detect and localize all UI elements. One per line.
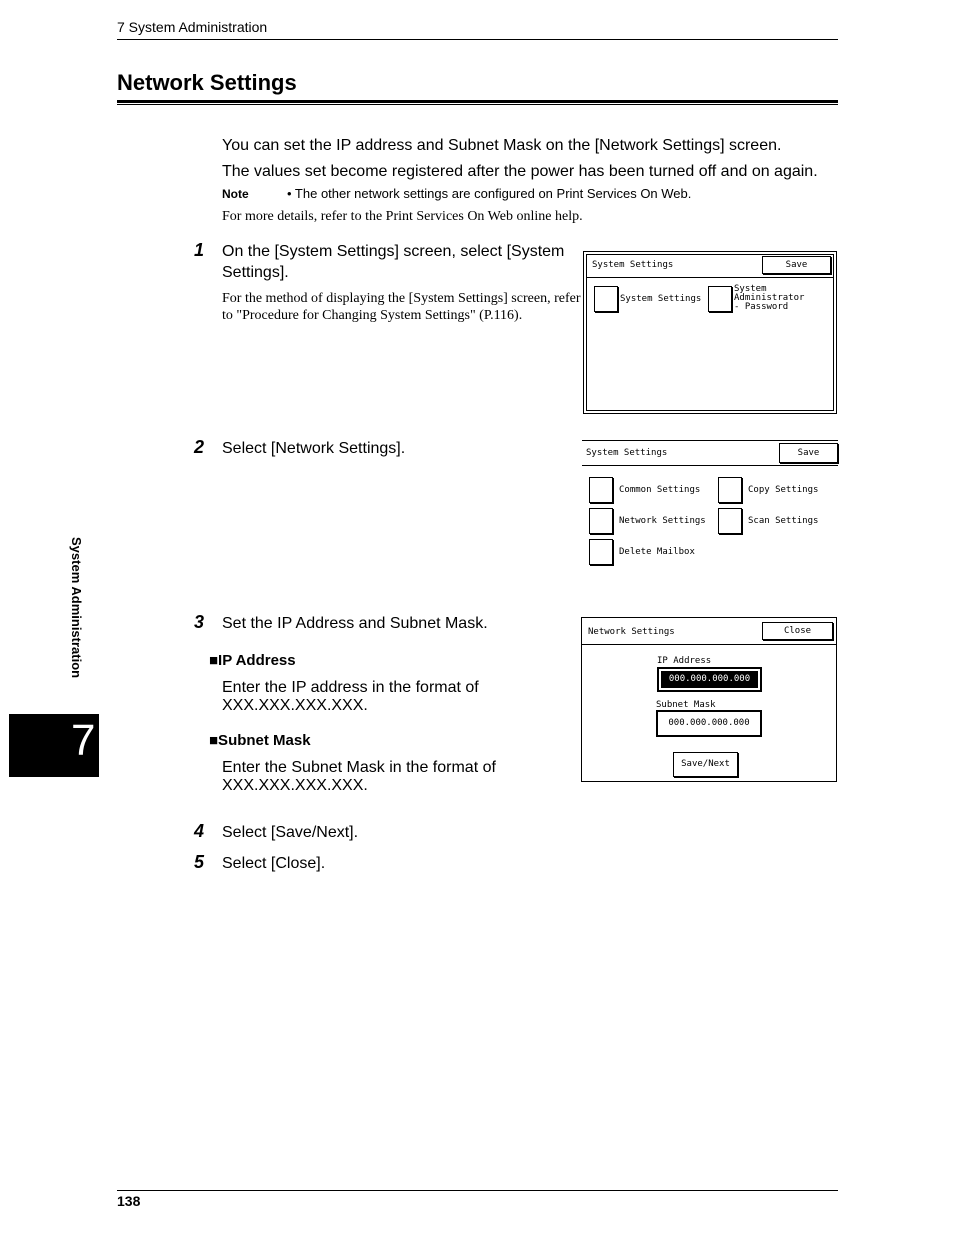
close-button[interactable]: Close xyxy=(762,622,833,640)
running-header: 7 System Administration xyxy=(117,19,268,35)
subnet-mask-label: Subnet Mask xyxy=(656,700,716,710)
system-settings-menu-image xyxy=(582,440,838,570)
system-administrator-password-button[interactable] xyxy=(708,286,732,312)
subsection-heading: ■IP Address xyxy=(209,652,296,669)
step-detail: For the method of displaying the [System Settings] screen, refer to "Procedure for Changing System Settings" (P.116). xyxy=(222,291,581,323)
step-number: 3 xyxy=(194,612,205,632)
step-text: Select [Close]. xyxy=(222,855,326,872)
step-text: Set the IP Address and Subnet Mask. xyxy=(222,615,488,632)
step-text: Select [Save/Next]. xyxy=(222,824,359,841)
screen-title: System Settings xyxy=(592,260,674,270)
common-settings-button[interactable] xyxy=(589,477,613,503)
button-label-line: - Password xyxy=(734,302,789,312)
footer-rule xyxy=(117,1190,838,1191)
scan-settings-button[interactable] xyxy=(718,508,742,534)
network-settings-button[interactable] xyxy=(589,508,613,534)
title-rule xyxy=(117,100,838,103)
note-bullet: • The other network settings are configured on Print Services On Web. xyxy=(287,186,692,201)
button-label: Common Settings xyxy=(619,485,701,495)
screen-title: System Settings xyxy=(586,448,668,458)
step-number: 1 xyxy=(194,240,205,260)
header-rule xyxy=(117,39,838,40)
chapter-number: 7 xyxy=(71,716,96,765)
title-rule-thin xyxy=(117,104,838,105)
side-tab xyxy=(54,537,94,707)
chapter-tab xyxy=(9,714,99,777)
button-label: Delete Mailbox xyxy=(619,547,695,557)
subnet-mask-field[interactable]: 000.000.000.000 xyxy=(657,711,761,736)
intro-line-1: You can set the IP address and Subnet Mask on the [Network Settings] screen. xyxy=(222,137,782,154)
system-settings-button[interactable] xyxy=(594,286,618,312)
side-tab-label: System Administration xyxy=(69,537,84,679)
note-extra: For more details, refer to the Print Services On Web online help. xyxy=(222,209,583,224)
button-label-line: Administrator xyxy=(734,293,805,303)
step-text: Select [Network Settings]. xyxy=(222,440,406,457)
step-number: 4 xyxy=(194,821,205,841)
ip-address-label: IP Address xyxy=(657,656,712,666)
subsection-text: Enter the Subnet Mask in the format of XXX.XXX.XXX.XXX. xyxy=(222,759,496,794)
save-next-button[interactable]: Save/Next xyxy=(673,752,738,777)
step-number: 5 xyxy=(194,852,205,872)
save-button[interactable]: Save xyxy=(762,256,831,274)
ip-address-field[interactable]: 000.000.000.000 xyxy=(657,667,762,692)
button-label: Copy Settings xyxy=(748,485,819,495)
copy-settings-button[interactable] xyxy=(718,477,742,503)
network-settings-screen-image xyxy=(581,617,837,782)
subsection-heading: ■Subnet Mask xyxy=(209,732,311,749)
button-label: Scan Settings xyxy=(748,516,819,526)
button-label: System Settings xyxy=(620,294,702,304)
page-title: Network Settings xyxy=(117,70,297,95)
note-label: Note xyxy=(222,187,249,201)
step-number: 2 xyxy=(194,437,205,457)
step-text: On the [System Settings] screen, select [System Settings]. xyxy=(222,243,565,281)
page-number: 138 xyxy=(117,1193,141,1209)
screen-title: Network Settings xyxy=(588,627,675,637)
subsection-text: Enter the IP address in the format of XXX.XXX.XXX.XXX. xyxy=(222,679,479,714)
system-settings-screen-image xyxy=(583,251,837,414)
delete-mailbox-button[interactable] xyxy=(589,539,613,565)
button-label-line: System xyxy=(734,284,767,294)
save-button[interactable]: Save xyxy=(779,443,838,463)
intro-line-2: The values set become registered after the power has been turned off and on again. xyxy=(222,163,818,180)
button-label: Network Settings xyxy=(619,516,706,526)
